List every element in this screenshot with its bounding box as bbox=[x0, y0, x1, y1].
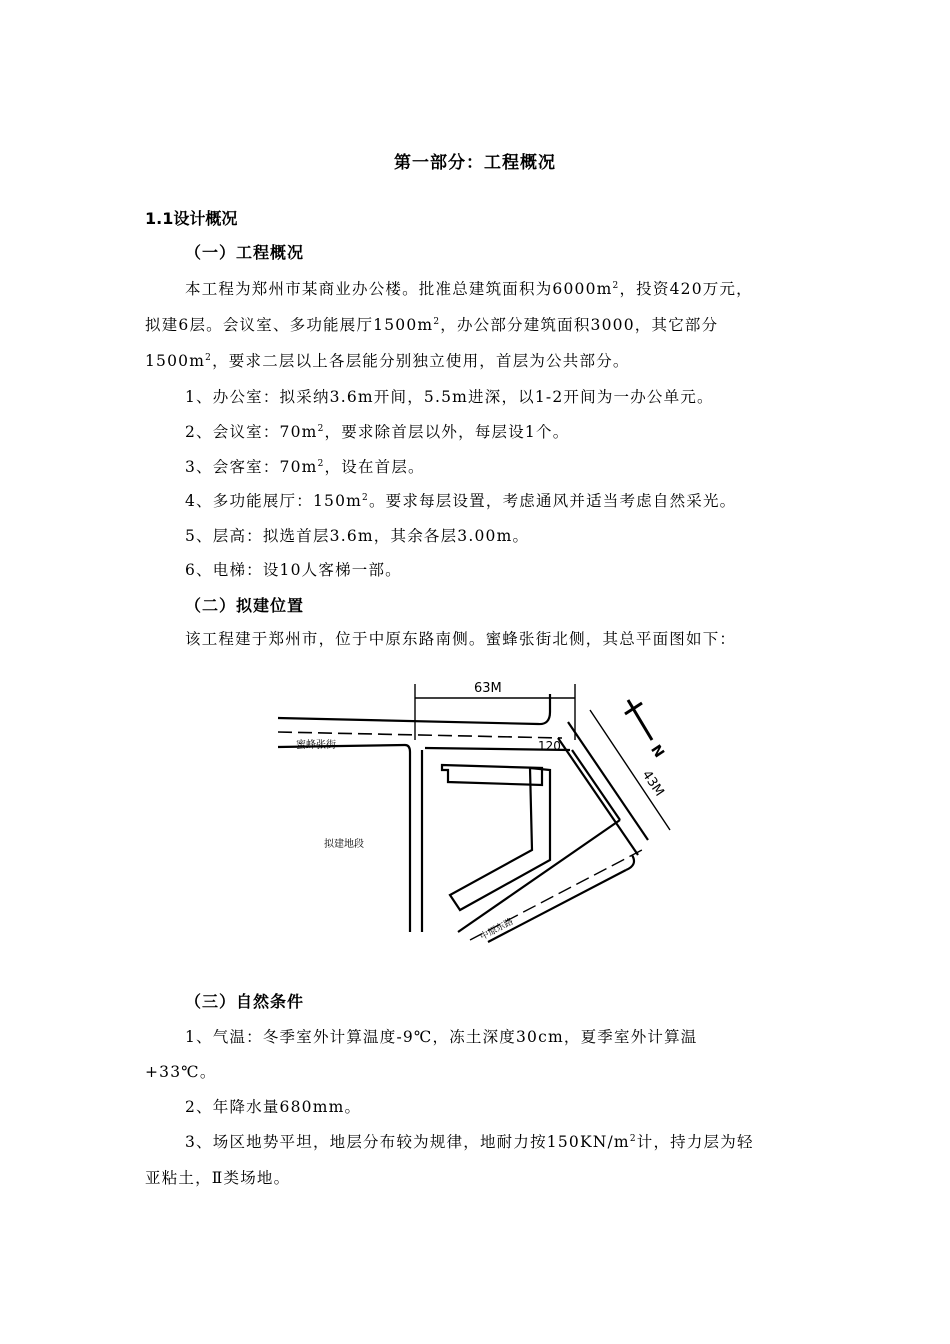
natural-item-temperature: 1、气温：冬季室外计算温度-9℃，冻土深度30cm，夏季室外计算温 bbox=[185, 1028, 698, 1046]
building-top-wing bbox=[442, 765, 542, 785]
paragraph-line-2: 拟建6层。会议室、多功能展厅$1500m^2$，办公部分建筑面积3000，其它部分 bbox=[145, 316, 719, 334]
street-right-edge-outer bbox=[568, 722, 648, 840]
subheading-location: （二）拟建位置 bbox=[185, 596, 305, 615]
subheading-natural-conditions: （三）自然条件 bbox=[185, 992, 305, 1011]
list-item-office: 1、办公室：拟采纳3.6m开间，5.5m进深，以1-2开间为一办公单元。 bbox=[185, 388, 714, 406]
street-lower-edge-outer bbox=[488, 870, 626, 942]
list-item-meeting-room: 2、会议室：$70m^2$，要求除首层以外，每层设1个。 bbox=[185, 423, 570, 441]
north-label: N bbox=[647, 742, 667, 761]
list-item-exhibition-hall: 4、多功能展厅：$150m^2$。要求每层设置，考虑通风并适当考虑自然采光。 bbox=[185, 492, 737, 510]
site-label: 拟建地段 bbox=[324, 839, 364, 850]
paragraph-line-3: $1500m^2$，要求二层以上各层能分别独立使用，首层为公共部分。 bbox=[145, 352, 630, 370]
street-upper-centerline bbox=[278, 732, 562, 738]
dimension-side-label: 43M bbox=[638, 767, 667, 800]
section-heading: 1.1设计概况 bbox=[145, 209, 238, 228]
subheading-overview: （一）工程概况 bbox=[185, 243, 305, 262]
paragraph-line-1: 本工程为郑州市某商业办公楼。批准总建筑面积为$6000m^2$，投资420万元， bbox=[185, 280, 753, 298]
site-right-boundary bbox=[572, 750, 620, 820]
street-label-mifengzhang: 蜜蜂张街 bbox=[296, 740, 336, 751]
dimension-top-label: 63M bbox=[474, 681, 502, 696]
natural-item-soil: 3、场区地势平坦，地层分布较为规律，地耐力按$150KN/m^2$计，持力层为轻 bbox=[185, 1133, 754, 1151]
street-lower-corner bbox=[626, 855, 634, 870]
list-item-reception-room: 3、会客室：$70m^2$，设在首层。 bbox=[185, 458, 425, 476]
building-side-wing bbox=[450, 768, 550, 910]
list-item-elevator: 6、电梯：设10人客梯一部。 bbox=[185, 561, 402, 579]
list-item-floor-height: 5、层高：拟选首层3.6m，其余各层3.00m。 bbox=[185, 527, 530, 545]
angle-label: 120 bbox=[538, 739, 561, 753]
street-right-edge-inner bbox=[558, 738, 638, 855]
natural-item-rainfall: 2、年降水量680mm。 bbox=[185, 1098, 362, 1116]
site-plan-diagram bbox=[270, 670, 690, 970]
location-paragraph: 该工程建于郑州市，位于中原东路南侧。蜜蜂张街北侧，其总平面图如下： bbox=[185, 630, 737, 648]
natural-item-temperature-cont: +33℃。 bbox=[145, 1063, 217, 1081]
page-title: 第一部分：工程概况 bbox=[394, 153, 556, 173]
street-label-zhongyuan: 中原东路 bbox=[478, 916, 516, 943]
north-arrow-crossbar bbox=[625, 703, 642, 714]
natural-item-soil-cont: 亚粘土，Ⅱ类场地。 bbox=[145, 1169, 291, 1187]
